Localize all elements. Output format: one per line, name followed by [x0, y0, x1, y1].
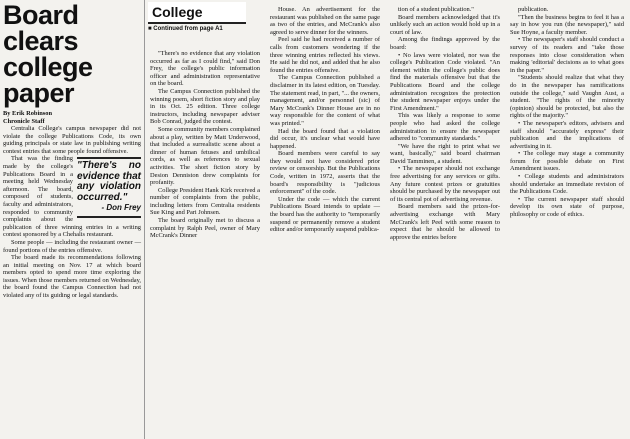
article-column-1: [150, 50, 260, 240]
paragraph: "Students should realize that what they do in the newspaper has ramifications outside the college," said Vaughn Aust, a student. "The rights of the minority (opinion) should be protected, but also the rights of the majority.": [510, 74, 624, 120]
pull-quote-attribution: - Don Frey: [101, 203, 141, 213]
paragraph: That was the finding made by the college's Publications Board in a meeting held Wednesday afternoon. The board, composed of students, faculty and administrators, responded to community complaints about the publication of three winning entries in a writing contest sponsored by a Chehalis restaurant.: [3, 155, 141, 239]
paragraph: The Campus Connection published a disclaimer in its latest edition, on Tuesday. The statement read, in part, "... the owners, management, and/or personnel (sic) of Mary McCrank's Dinner House are in no way responsible for the content of what was printed.": [270, 74, 380, 127]
paragraph: Some people — including the restaurant owner — found portions of the entries offensive.: [3, 238, 141, 254]
paragraph: • The newspaper's staff should conduct a survey of its readers and "take those responses into close consideration when making 'editorial' decisions as to what goes in the paper.": [510, 36, 624, 74]
paragraph: tion of a student publication.": [398, 6, 474, 13]
paragraph: • College students and administrators should undertake an immediate revision of the Publications Code.: [510, 173, 624, 196]
paragraph: • The college may stage a community forum for possible debate on First Amendment issues.: [510, 150, 624, 173]
paragraph: • The newspaper should not exchange free advertising for any services or gifts. Any future contest prizes or gratuities should be purchased by the newspaper out of its central pot of advertising revenue.: [390, 165, 500, 203]
front-body: [3, 125, 141, 300]
article-column-3: [390, 6, 500, 241]
byline-author: By Erik Robinson: [3, 110, 53, 117]
paragraph: Some community members complained about a play, written by Matt Underwood, that included a surrealistic scene about a dinner of human fetuses and umbilical cords, as well as references to sexual activities. The short fiction story by Desion Denniston drew complaints for profanity.: [150, 125, 260, 187]
paragraph: Board members acknowledged that it's unlikely such an action would hold up in a court of law.: [390, 13, 500, 36]
section-header: [148, 2, 246, 36]
paragraph: College President Hank Kirk received a number of complaints from the public, including letters from Centralia residents Sue King and Pari Johnsen.: [150, 186, 260, 217]
paragraph: Board members were careful to say they would not have considered prior review or censorship. But the Publications Code, written in 1972, asserts that the board's responsibility is "judicious enforcement" of the code.: [270, 150, 380, 196]
paragraph: "Then the business begins to feel it has a say in how you run (the newspaper)," said Sue Hoyne, a faculty member.: [510, 13, 624, 36]
headline: Board clears college paper: [3, 0, 93, 108]
paragraph: Under the code — which the current Publications Board intends to update — the board has the authority to "temporarily suspend or permanently remove a student editor and/or temporarily suspend publica-: [270, 195, 380, 234]
continued-note: ■ Continued from page A1: [148, 26, 223, 32]
front-column: [3, 2, 141, 300]
paragraph: • No laws were violated, nor was the college's Publication Code violated. "An element within the college's public does find the materials offensive but that the Publications Board and the college administration recognizes the protection the student newspaper enjoys under the First Amendment.": [390, 51, 500, 112]
paragraph: The Campus Connection published the winning poem, short fiction story and play in its Oct. 25 edition. Three college instructors, including newspaper adviser Bob Conrad, judged the contest.: [150, 87, 260, 126]
column-divider: [144, 0, 145, 439]
paragraph: "There's no evidence that any violation occurred as far as I could find," said Don Frey, the college's public information officer and administration representative on the board.: [150, 50, 260, 88]
paragraph: Centralia College's campus newspaper did not violate the college Publications Code, its own guiding principals or state law in publishing writing contest entries that some people found offensive.: [3, 125, 141, 155]
paragraph: Among the findings approved by the board:: [390, 36, 500, 51]
paragraph: The board originally met to discuss a complaint by Ralph Peel, owner of Mary McCrank's Dinner: [150, 217, 260, 240]
paragraph: Peel said he had received a number of calls from customers wondering if the three winning entries reflected his views. He said he did not, and added that he also found the entries offensive.: [270, 36, 380, 74]
byline-affiliation: Chronicle Staff: [3, 117, 45, 125]
byline: [3, 110, 141, 125]
paragraph: Had the board found that a violation did occur, it's unclear what would have happened.: [270, 127, 380, 150]
article-column-2: [270, 6, 380, 234]
pull-quote-text: "There's no evidence that any violation occurred.": [77, 160, 141, 203]
pull-quote: [77, 157, 141, 218]
section-title: College: [148, 2, 246, 24]
paragraph: publication.: [518, 6, 549, 13]
paragraph: • The newspaper's editors, advisers and staff should "accurately express" their publication and the implications of advertising in it.: [510, 119, 624, 150]
paragraph: • The current newspaper staff should develop its own state of purpose, philosophy or code of ethics.: [510, 195, 624, 219]
paragraph: "We have the right to print what we want, basically," said board chairman David Tamminen, a student.: [390, 142, 500, 165]
paragraph: The board made its recommendations following an initial meeting on Nov. 17 at which board members opted to spend more time exploring the issues. When those members returned on Wednesday, the board found the Campus Connection had not violated any of its guiding or legal standards.: [3, 254, 141, 300]
article-column-4: [510, 6, 624, 219]
paragraph: House. An advertisement for the restaurant was published on the same page as two of the entries, and McCrank's also agreed to serve dinner for the winners.: [270, 6, 380, 36]
paragraph: This was likely a response to some people who had asked the college administration to ensure the newspaper adhered to "community standards.": [390, 112, 500, 143]
paragraph: Board members said the prizes-for-advertising exchange with Mary McCrank's left Peel with some reason to expect that he should be allowed to approve the entries before: [390, 203, 500, 241]
